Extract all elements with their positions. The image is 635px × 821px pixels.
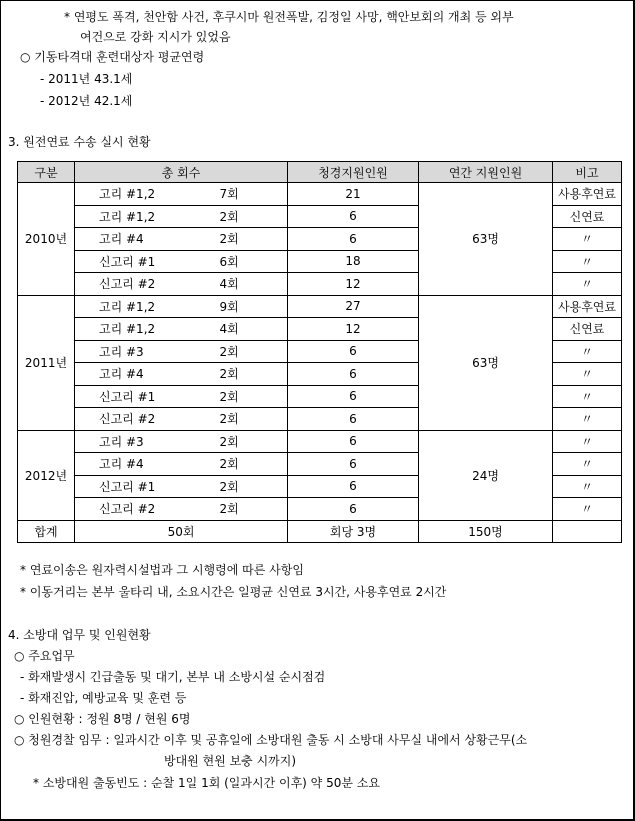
transport-count-cell: 6회: [202, 250, 288, 273]
fuel-reactor-cell: 신고리 #2: [75, 273, 202, 296]
transport-count-cell: 7회: [202, 183, 288, 206]
avg-age-2011: - 2011년 43.1세: [40, 72, 133, 86]
note-cell: 〃: [553, 475, 622, 498]
duties-title: ○ 주요업무: [14, 649, 75, 663]
total-label-cell: 합계: [18, 520, 75, 543]
total-staff-cell: 회당 3명: [288, 520, 419, 543]
note-cell: 〃: [553, 408, 622, 431]
fuel-reactor-cell: 고리 #3: [75, 340, 202, 363]
transport-count-cell: 2회: [202, 385, 288, 408]
guard-staff-cell: 6: [288, 205, 419, 228]
avg-age-title: ○ 기동타격대 훈련대상자 평균연령: [20, 50, 205, 64]
guard-staff-cell: 6: [288, 340, 419, 363]
fuel-reactor-cell: 고리 #1,2: [75, 183, 202, 206]
transport-count-cell: 2회: [202, 340, 288, 363]
note-cell: 〃: [553, 340, 622, 363]
total-row: [18, 520, 622, 543]
guard-staff-cell: 12: [288, 318, 419, 341]
dispatch-frequency: * 소방대원 출동빈도 : 순찰 1일 1회 (일과시간 이후) 약 50분 소요: [33, 776, 380, 790]
transport-count-cell: 4회: [202, 273, 288, 296]
transport-count-cell: 2회: [202, 498, 288, 521]
guard-staff-cell: 6: [288, 475, 419, 498]
guard-staff-cell: 6: [288, 453, 419, 476]
table-row: [18, 295, 622, 318]
fuel-reactor-cell: 신고리 #2: [75, 408, 202, 431]
guard-duty-line1: ○ 청원경찰 임무 : 일과시간 이후 및 공휴일에 소방대원 출동 시 소방대 사무실 내에서 상황근무(소: [14, 733, 528, 747]
guard-duty-line2: 방대원 현원 보충 시까지): [164, 754, 297, 768]
section3-title: 3. 원전연료 수송 실시 현황: [8, 135, 151, 149]
note-cell: 사용후연료: [553, 295, 622, 318]
fuel-reactor-cell: 고리 #4: [75, 363, 202, 386]
transport-count-cell: 2회: [202, 408, 288, 431]
note-cell: 〃: [553, 430, 622, 453]
annual-staff-cell: 63명: [419, 295, 553, 430]
table-row: [18, 430, 622, 453]
note-cell: 〃: [553, 273, 622, 296]
note-cell: 〃: [553, 250, 622, 273]
fuel-reactor-cell: 고리 #1,2: [75, 205, 202, 228]
duty-item-2: - 화재진압, 예방교육 및 훈련 등: [20, 691, 187, 705]
year-cell: 2010년: [18, 183, 75, 296]
guard-staff-cell: 12: [288, 273, 419, 296]
year-cell: 2012년: [18, 430, 75, 520]
intro-note-line1: * 연평도 폭격, 천안함 사건, 후쿠시마 원전폭발, 김정일 사망, 핵안보회의 개최 등 외부: [64, 10, 514, 24]
guard-staff-cell: 6: [288, 228, 419, 251]
note-cell: 〃: [553, 363, 622, 386]
year-cell: 2011년: [18, 295, 75, 430]
transport-count-cell: 9회: [202, 295, 288, 318]
avg-age-2012: - 2012년 42.1세: [40, 94, 133, 108]
transport-count-cell: 4회: [202, 318, 288, 341]
note-cell: 〃: [553, 228, 622, 251]
header-category: 구분: [18, 162, 75, 183]
section3-note2: * 이동거리는 본부 울타리 내, 소요시간은 일평균 신연료 3시간, 사용후연료 2시간: [20, 585, 447, 599]
transport-count-cell: 2회: [202, 430, 288, 453]
guard-staff-cell: 21: [288, 183, 419, 206]
guard-staff-cell: 6: [288, 385, 419, 408]
transport-count-cell: 2회: [202, 475, 288, 498]
table-row: [18, 183, 622, 206]
duty-item-1: - 화재발생시 긴급출동 및 대기, 본부 내 소방시설 순시점검: [20, 670, 326, 684]
fuel-transport-table: [17, 161, 622, 543]
guard-staff-cell: 6: [288, 363, 419, 386]
fuel-reactor-cell: 고리 #1,2: [75, 318, 202, 341]
note-cell: 사용후연료: [553, 183, 622, 206]
header-total-count: 총 회수: [75, 162, 288, 183]
header-annual-staff: 연간 지원인원: [419, 162, 553, 183]
note-cell: 〃: [553, 498, 622, 521]
staffing-status: ○ 인원현황 : 정원 8명 / 현원 6명: [14, 712, 191, 726]
note-cell: 〃: [553, 385, 622, 408]
transport-count-cell: 2회: [202, 228, 288, 251]
note-cell: 〃: [553, 453, 622, 476]
fuel-reactor-cell: 고리 #1,2: [75, 295, 202, 318]
fuel-reactor-cell: 신고리 #2: [75, 498, 202, 521]
total-count-cell: 50회: [75, 520, 288, 543]
annual-staff-cell: 24명: [419, 430, 553, 520]
note-cell: 신연료: [553, 318, 622, 341]
guard-staff-cell: 6: [288, 430, 419, 453]
transport-count-cell: 2회: [202, 363, 288, 386]
fuel-reactor-cell: 신고리 #1: [75, 385, 202, 408]
guard-staff-cell: 6: [288, 498, 419, 521]
annual-staff-cell: 63명: [419, 183, 553, 296]
fuel-reactor-cell: 고리 #4: [75, 228, 202, 251]
header-note: 비고: [553, 162, 622, 183]
fuel-reactor-cell: 고리 #3: [75, 430, 202, 453]
transport-count-cell: 2회: [202, 205, 288, 228]
note-cell: 신연료: [553, 205, 622, 228]
total-annual-cell: 150명: [419, 520, 553, 543]
header-guard-staff: 청경지원인원: [288, 162, 419, 183]
fuel-reactor-cell: 신고리 #1: [75, 250, 202, 273]
transport-count-cell: 2회: [202, 453, 288, 476]
guard-staff-cell: 6: [288, 408, 419, 431]
fuel-reactor-cell: 신고리 #1: [75, 475, 202, 498]
guard-staff-cell: 27: [288, 295, 419, 318]
section4-title: 4. 소방대 업무 및 인원현황: [8, 628, 151, 642]
section3-note1: * 연료이송은 원자력시설법과 그 시행령에 따른 사항임: [20, 563, 304, 577]
fuel-reactor-cell: 고리 #4: [75, 453, 202, 476]
intro-note-line2: 여건으로 강화 지시가 있었음: [80, 30, 231, 44]
guard-staff-cell: 18: [288, 250, 419, 273]
table-header-row: [18, 162, 622, 183]
total-note-cell: [553, 520, 622, 543]
